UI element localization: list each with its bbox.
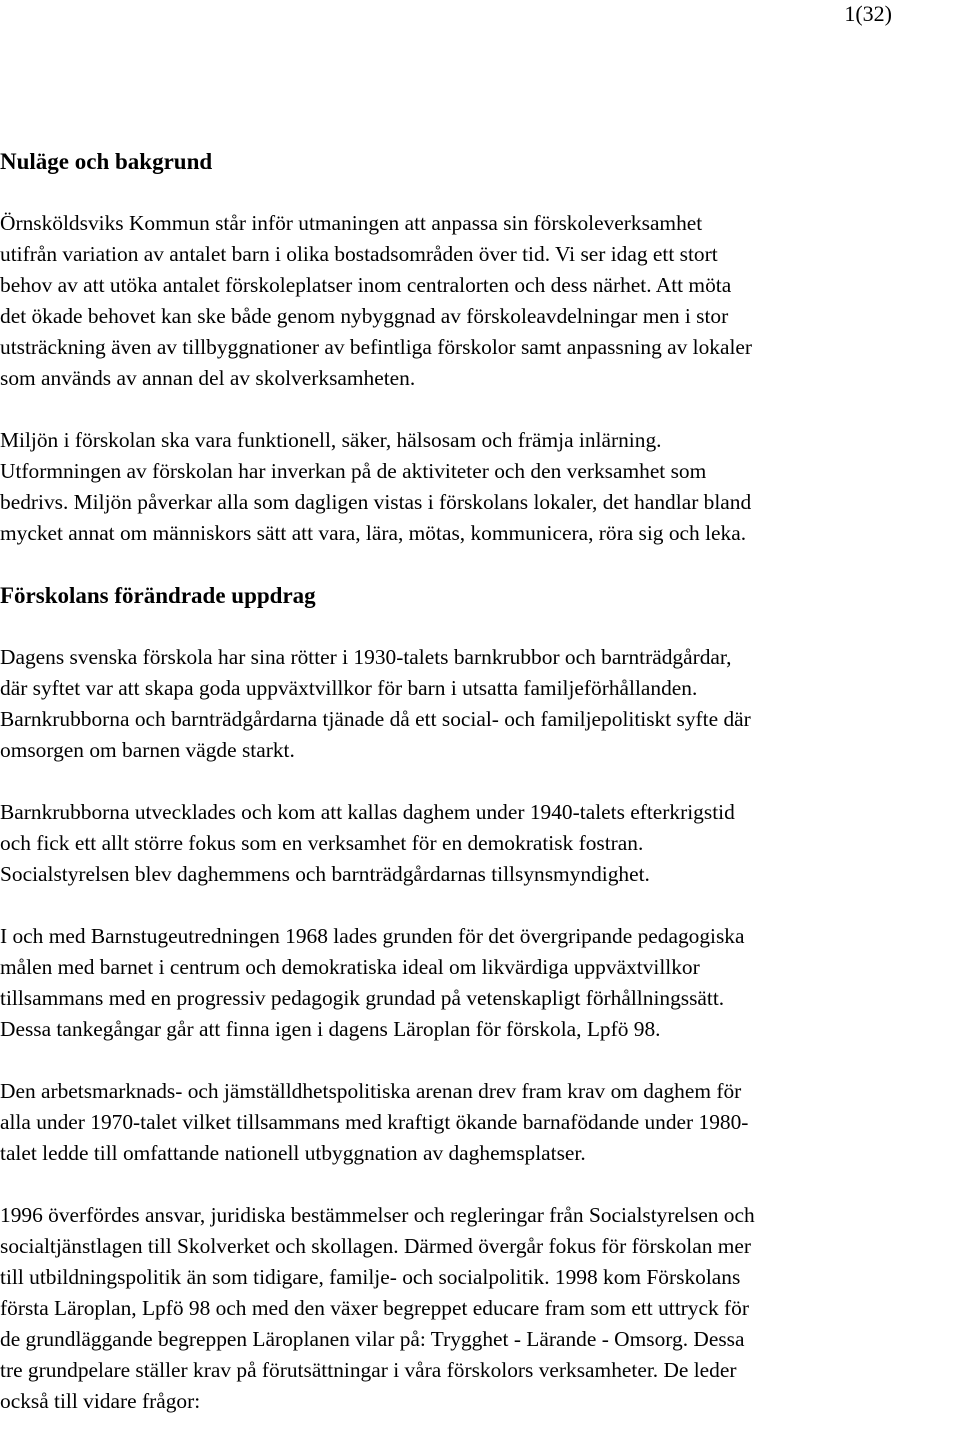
paragraph — [0, 425, 960, 549]
paragraph — [0, 208, 960, 394]
text-line: målen med barnet i centrum och demokratiska ideal om likvärdiga uppväxtvillkor — [0, 955, 700, 979]
text-line: alla under 1970-talet vilket tillsammans med kraftigt ökande barnafödande under 1980- — [0, 1110, 749, 1134]
text-line: till utbildningspolitik än som tidigare, familje- och socialpolitik. 1998 kom Förskolans — [0, 1265, 741, 1289]
text-line: behov av att utöka antalet förskoleplatser inom centralorten och dess närhet. Att möta — [0, 273, 732, 297]
document-body — [0, 146, 960, 1417]
text-line: tillsammans med en progressiv pedagogik grundad på vetenskapligt förhållningssätt. — [0, 986, 725, 1010]
text-line: talet ledde till omfattande nationell utbyggnation av daghemsplatser. — [0, 1141, 586, 1165]
text-line: tre grundpelare ställer krav på förutsättningar i våra förskolors verksamheter. De leder — [0, 1358, 737, 1382]
paragraph — [0, 921, 960, 1045]
text-line: bedrivs. Miljön påverkar alla som dagligen vistas i förskolans lokaler, det handlar bland — [0, 490, 752, 514]
text-line: I och med Barnstugeutredningen 1968 lades grunden för det övergripande pedagogiska — [0, 924, 745, 948]
text-line: utsträckning även av tillbyggnationer av befintliga förskolor samt anpassning av lokaler — [0, 335, 753, 359]
text-line: Miljön i förskolan ska vara funktionell, säker, hälsosam och främja inlärning. — [0, 428, 662, 452]
paragraph — [0, 1076, 960, 1169]
text-line: socialtjänstlagen till Skolverket och skollagen. Därmed övergår fokus för förskolan mer — [0, 1234, 752, 1258]
section-heading-nulage: Nuläge och bakgrund — [0, 149, 213, 174]
text-line: mycket annat om människors sätt att vara, lära, mötas, kommunicera, röra sig och leka. — [0, 521, 747, 545]
text-line: Barnkrubborna och barnträdgårdarna tjänade då ett social- och familjepolitiskt syfte där — [0, 707, 751, 731]
page-number: 1(32) — [844, 1, 892, 26]
paragraph — [0, 1200, 960, 1417]
text-line: 1996 överfördes ansvar, juridiska bestämmelser och regleringar från Socialstyrelsen och — [0, 1203, 755, 1227]
text-line: Socialstyrelsen blev daghemmens och barnträdgårdarnas tillsynsmyndighet. — [0, 862, 650, 886]
text-line: också till vidare frågor: — [0, 1389, 201, 1413]
text-line: Dessa tankegångar går att finna igen i dagens Läroplan för förskola, Lpfö 98. — [0, 1017, 661, 1041]
text-line: det ökade behovet kan ske både genom nybyggnad av förskoleavdelningar men i stor — [0, 304, 729, 328]
paragraph — [0, 642, 960, 766]
text-line: Utformningen av förskolan har inverkan på de aktiviteter och den verksamhet som — [0, 459, 707, 483]
text-line: Barnkrubborna utvecklades och kom att kallas daghem under 1940-talets efterkrigstid — [0, 800, 735, 824]
text-line: som används av annan del av skolverksamheten. — [0, 366, 416, 390]
text-line: Örnsköldsviks Kommun står inför utmaningen att anpassa sin förskoleverksamhet — [0, 211, 703, 235]
section-heading-uppdrag: Förskolans förändrade uppdrag — [0, 583, 316, 608]
text-line: Den arbetsmarknads- och jämställdhetspolitiska arenan drev fram krav om daghem för — [0, 1079, 742, 1103]
text-line: utifrån variation av antalet barn i olika bostadsområden över tid. Vi ser idag ett stort — [0, 242, 718, 266]
paragraph — [0, 797, 960, 890]
text-line: omsorgen om barnen vägde starkt. — [0, 738, 295, 762]
text-line: de grundläggande begreppen Läroplanen vilar på: Trygghet - Lärande - Omsorg. Dessa — [0, 1327, 745, 1351]
text-line: där syftet var att skapa goda uppväxtvillkor för barn i utsatta familjeförhållanden. — [0, 676, 698, 700]
text-line: första Läroplan, Lpfö 98 och med den växer begreppet educare fram som ett uttryck för — [0, 1296, 749, 1320]
text-line: Dagens svenska förskola har sina rötter i 1930-talets barnkrubbor och barnträdgårdar, — [0, 645, 732, 669]
text-line: och fick ett allt större fokus som en verksamhet för en demokratisk fostran. — [0, 831, 644, 855]
